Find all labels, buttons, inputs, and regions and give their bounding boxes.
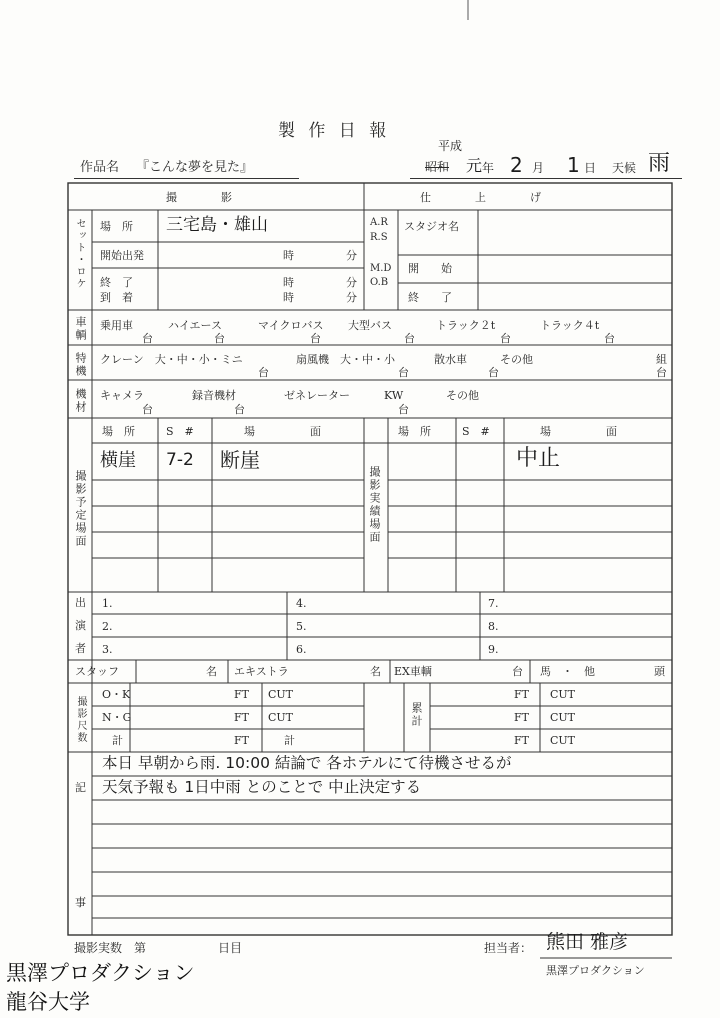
equip-generator: ゼネレーター	[284, 389, 350, 402]
vehicle-unit-3: 台	[310, 332, 321, 345]
company-name: 黒澤プロダクション	[546, 964, 645, 977]
equip-other: その他	[446, 389, 479, 402]
cum-cut-1: CUT	[550, 688, 576, 701]
cast-label-3: 者	[75, 642, 86, 655]
vehicle-bus: 大型バス	[348, 319, 392, 332]
special-unit-2: 台	[398, 366, 409, 379]
equip-unit-1: 台	[142, 403, 153, 416]
cast-label-1: 出	[75, 596, 86, 609]
person-label: 担当者：	[484, 941, 533, 955]
end-hour: 時	[283, 276, 294, 289]
begin-label: 開 始	[408, 262, 452, 275]
cum-cut-3: CUT	[550, 734, 576, 747]
date-month-unit: 月	[532, 161, 545, 175]
special-fan: 扇風機 大・中・小	[296, 353, 395, 366]
era-printed: 昭和	[425, 160, 450, 174]
equip-kw: KW	[384, 389, 404, 402]
vehicle-truck2: トラック２t	[436, 319, 496, 332]
cast-9: 9.	[488, 643, 499, 656]
cast-3: 3.	[102, 643, 113, 656]
ex-vehicle-label: EX車輌	[394, 665, 432, 678]
equip-unit-2: 台	[234, 403, 245, 416]
actual-label: 撮影実績場面	[368, 466, 381, 544]
staff-label: スタッフ	[75, 665, 119, 678]
equip-camera: キャメラ	[100, 389, 144, 402]
notes-line-1: 本日 早朝から雨. 10:00 結論で 各ホテルにて待機させるが	[102, 754, 512, 772]
vehicle-car: 乗用車	[100, 319, 133, 332]
rs-label: R.S	[370, 232, 388, 243]
page-title: 製 作 日 報	[278, 121, 391, 141]
actual-days-label: 撮影実数 第	[74, 941, 147, 955]
studio-label: スタジオ名	[404, 220, 459, 233]
ft-ng: FT	[234, 711, 249, 724]
cumulative-label: 累計	[410, 702, 423, 728]
end-label: 終 了	[100, 276, 133, 289]
planned-sno: 7-2	[166, 450, 194, 470]
vehicle-unit-2: 台	[214, 332, 225, 345]
vehicle-hiace: ハイエース	[168, 319, 223, 332]
ar-label: A.R	[370, 217, 388, 228]
planned-scene: 断崖	[220, 448, 260, 472]
staff-unit: 名	[206, 665, 217, 678]
special-other2: 組	[656, 353, 667, 366]
cast-2: 2.	[102, 620, 113, 633]
date-day: 1	[567, 153, 580, 177]
finish-header: 仕 上 げ	[420, 191, 541, 204]
vehicle-unit-4: 台	[404, 332, 415, 345]
planned-label: 撮影予定場面	[74, 470, 87, 548]
footage-ng: N・G	[102, 711, 132, 724]
ex-vehicle-unit: 台	[512, 665, 523, 678]
watermark-line-2: 龍谷大学	[6, 990, 90, 1014]
ob-label: O.B	[370, 277, 389, 288]
footage-total: 計	[112, 734, 123, 747]
horse-unit: 頭	[654, 665, 665, 678]
special-unit-4: 台	[656, 366, 667, 379]
cast-6: 6.	[296, 643, 307, 656]
place-value: 三宅島・雄山	[166, 215, 268, 235]
start-label: 開始出発	[100, 249, 144, 262]
equip-sound: 録音機材	[192, 389, 236, 402]
extra-unit: 名	[370, 665, 381, 678]
footage-label: 撮影尺数	[75, 696, 86, 744]
shooting-header: 撮 影	[166, 191, 232, 204]
planned-place: 横崖	[100, 450, 136, 471]
notes-label-1: 記	[75, 781, 86, 794]
cum-ft-1: FT	[514, 688, 529, 701]
cast-label-2: 演	[75, 619, 86, 632]
actual-place-header: 場 所	[398, 425, 431, 438]
work-label: 作品名	[80, 160, 120, 175]
ft-total: FT	[234, 734, 249, 747]
vehicle-truck4: トラック４t	[540, 319, 600, 332]
start-hour: 時	[283, 249, 294, 262]
start-minute: 分	[346, 249, 357, 262]
cut-ng: CUT	[268, 711, 294, 724]
vehicle-unit-6: 台	[604, 332, 615, 345]
planned-place-header: 場 所	[102, 425, 135, 438]
place-label: 場 所	[100, 220, 133, 233]
planned-sno-header: S #	[166, 425, 194, 438]
equipment-label: 機材	[74, 388, 87, 414]
vehicle-micro: マイクロバス	[258, 319, 324, 332]
actual-scene-header: 場 面	[540, 425, 617, 438]
end-minute: 分	[346, 276, 357, 289]
notes-label-2: 事	[75, 896, 86, 909]
actual-sno-header: S #	[462, 425, 490, 438]
date-year-unit: 年	[482, 161, 495, 175]
arrive-label: 到 着	[100, 291, 133, 304]
era-handwritten: 平成	[438, 139, 463, 153]
special-crane: クレーン 大・中・小・ミニ	[100, 353, 243, 366]
date-year: 元	[466, 156, 483, 175]
horse-label: 馬 ・ 他	[540, 665, 595, 678]
footage-ok: O・K	[102, 688, 131, 701]
special-unit-1: 台	[258, 366, 269, 379]
vehicle-unit-5: 台	[500, 332, 511, 345]
actual-scene: 中止	[516, 446, 561, 471]
extra-label: エキストラ	[234, 665, 289, 678]
set-loca-label: セット・ロケ	[74, 218, 85, 290]
cum-ft-3: FT	[514, 734, 529, 747]
special-other: その他	[500, 353, 533, 366]
cast-4: 4.	[296, 597, 307, 610]
cast-1: 1.	[102, 597, 113, 610]
special-sprinkler: 散水車	[434, 353, 467, 366]
vehicles-label: 車輌	[74, 316, 87, 342]
date-day-unit: 日	[584, 161, 597, 175]
weather-label: 天候	[612, 161, 637, 175]
planned-scene-header: 場 面	[244, 425, 321, 438]
vehicle-unit-1: 台	[142, 332, 153, 345]
person-name: 熊田 雅彦	[546, 931, 629, 953]
cum-cut-2: CUT	[550, 711, 576, 724]
special-unit-3: 台	[488, 366, 499, 379]
cast-7: 7.	[488, 597, 499, 610]
cast-8: 8.	[488, 620, 499, 633]
date-month: 2	[510, 153, 523, 177]
cut-total: 計	[284, 734, 295, 747]
special-label: 特機	[74, 352, 87, 378]
cut-ok: CUT	[268, 688, 294, 701]
finish-label: 終 了	[408, 291, 452, 304]
ft-ok: FT	[234, 688, 249, 701]
notes-line-2: 天気予報も 1日中雨 とのことで 中止決定する	[102, 778, 422, 796]
cum-ft-2: FT	[514, 711, 529, 724]
arrive-hour: 時	[283, 291, 294, 304]
equip-unit-3: 台	[398, 403, 409, 416]
actual-days-unit: 日目	[218, 941, 243, 955]
weather-value: 雨	[648, 151, 671, 176]
cast-5: 5.	[296, 620, 307, 633]
work-title: 『こんな夢を見た』	[136, 160, 254, 175]
watermark-line-1: 黒澤プロダクション	[6, 961, 195, 985]
md-label: M.D	[370, 263, 392, 274]
arrive-minute: 分	[346, 291, 357, 304]
